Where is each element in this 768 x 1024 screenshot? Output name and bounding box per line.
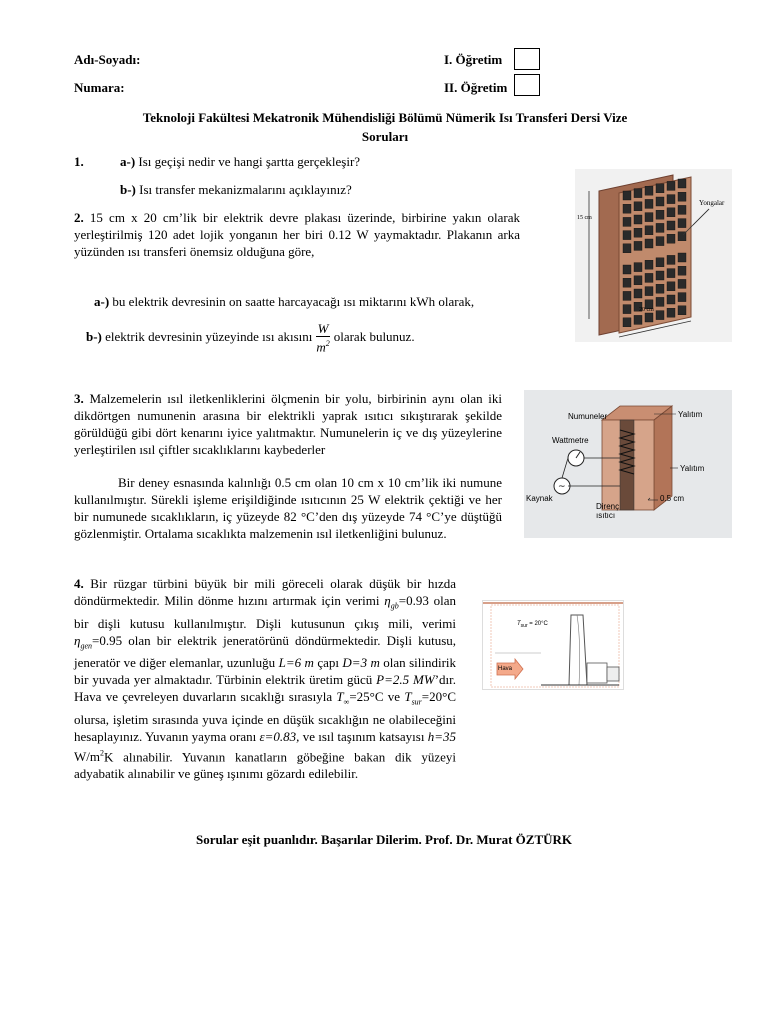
chip xyxy=(645,313,653,322)
q4-t-inf: $T_\infty$ xyxy=(336,689,350,707)
q2-body: 15 cm x 20 cm’lik bir elektrik devre plakası üzerinde, birbirine yakın olarak yerleştirilmiş 120 adet lojik yonganın her biri 0.12 W yaymaktadır. Plakanın arka yüzünden ısı transferi önemsiz olduğuna göre, xyxy=(74,210,521,259)
q4-s2: olan bir dişli kutusu kullanılmıştır. Dişli kutusunun çıkış mili, verimi xyxy=(74,593,457,631)
q4-t-sur-val: =20°C xyxy=(421,689,456,705)
chip xyxy=(623,305,631,314)
q4-t-sur: $T_{sur}$ xyxy=(404,689,422,707)
q3-text1 xyxy=(74,390,502,458)
q4-length: L=6 m xyxy=(278,655,314,671)
chip xyxy=(656,197,664,206)
chip xyxy=(634,228,642,237)
q3-text2: Bir deney esnasında kalınlığı 0.5 cm olan 10 cm x 10 cm’lik iki numune kullanılmıştır. Sürekli işleme erişildiğinde ısıtıcının 25 W elektrik çektiği ve her bir numunede sıcaklıkların, iç yüzeyde 82 °C’den dış yüzeyde 74 °C’ye düştüğü gözlenmiştir. Ortalama sıcaklıkta malzemenin ısıl iletkenliğini bulunuz. xyxy=(74,475,502,541)
chip xyxy=(667,255,675,264)
q1-b-label: b-) xyxy=(120,182,136,197)
name-label: Adı-Soyadı: xyxy=(74,52,141,67)
fig-label-20cm: 20 cm xyxy=(639,307,654,313)
chip xyxy=(623,265,631,274)
chip xyxy=(656,237,664,246)
fig-label-15cm: 15 cm xyxy=(577,215,592,221)
chip xyxy=(667,208,675,217)
chip xyxy=(634,289,642,298)
chip xyxy=(678,279,686,288)
q4-s7: ve xyxy=(387,689,401,705)
q2-circuit-board-figure xyxy=(575,169,732,342)
q1-b-text: Isı transfer mekanizmalarını açıklayınız? xyxy=(139,182,352,197)
q4-s1: Bir rüzgar türbini büyük bir mili göreceli olarak düşük bir hızda döndürmektedir. Milin dönme hızını artırmak için verimi xyxy=(74,576,457,608)
q4-t-inf-val: =25°C xyxy=(349,689,384,705)
chip xyxy=(623,318,631,327)
q2-flux-unit-fraction xyxy=(316,322,331,354)
q1-a-text: Isı geçişi nedir ve hangi şartta gerçekleşir? xyxy=(138,154,361,169)
fig-label-tsur: $T_{sur} = 20^\circ C$ xyxy=(517,621,548,630)
q4-wind-turbine-figure xyxy=(482,600,624,690)
fig-label-air: Hava xyxy=(498,666,513,672)
chip xyxy=(656,271,664,280)
chip xyxy=(656,297,664,306)
chip xyxy=(634,315,642,324)
chip xyxy=(623,244,631,253)
q2-b-text-pre: elektrik devresinin yüzeyinde ısı akısını xyxy=(105,329,313,345)
fig-label-chips: Yongalar xyxy=(699,199,725,207)
exam-title-line2: Soruları xyxy=(361,129,409,144)
svg-text:~: ~ xyxy=(558,482,566,492)
chip xyxy=(645,186,653,195)
number-label: Numara: xyxy=(74,80,125,95)
chip xyxy=(678,205,686,214)
chip xyxy=(667,195,675,204)
q1-a xyxy=(120,154,360,170)
q4-power: P=2.5 MW xyxy=(376,672,435,688)
chip xyxy=(634,263,642,272)
q4-number: 4. xyxy=(74,576,84,591)
q4-s11: K alınabilir. Yuvanın kanatların göbeğine bakan dik yüzeyi adyabatik alınabilir ve güneş ışınımı gözardı edilebilir. xyxy=(74,749,456,782)
q2-a-label: a-) xyxy=(94,294,110,309)
chip xyxy=(678,192,686,201)
chip xyxy=(656,184,664,193)
q1-number: 1. xyxy=(74,154,84,169)
chip xyxy=(623,217,631,226)
q2-frac-den: $m^2$ xyxy=(316,339,330,355)
chip xyxy=(645,213,653,222)
chip xyxy=(667,295,675,304)
chip xyxy=(645,226,653,235)
chip xyxy=(678,293,686,302)
chip xyxy=(656,311,664,320)
q4-s6: ’dır. Hava ve çevreleyen duvarların sıcaklığı sırasıyla xyxy=(74,672,457,705)
q4-unit: $W/m^2$ xyxy=(74,748,104,765)
exam-title-line1: Teknoloji Fakültesi Mekatronik Mühendisliği Bölümü Nümerik Isı Transferi Dersi Vize xyxy=(142,110,628,125)
q2-b-text-post: olarak bulunuz. xyxy=(333,329,415,345)
chip xyxy=(645,260,653,269)
edu2-label: II. Öğretim xyxy=(444,80,508,95)
footer-note: Sorular eşit puanlıdır. Başarılar Dilerim. Prof. Dr. Murat ÖZTÜRK xyxy=(195,832,573,847)
q4-s8: olursa, işletim sırasında yuva içinde en düşük sıcaklığın ne olabileceğini hesaplayınız. Yuvanın yayma oranı xyxy=(74,711,456,744)
chip xyxy=(678,219,686,228)
q2-number: 2. xyxy=(74,210,84,225)
edu2-checkbox[interactable] xyxy=(514,74,540,96)
chip xyxy=(678,306,686,315)
edu1-checkbox[interactable] xyxy=(514,48,540,70)
q4-s9: ve ısıl taşınım katsayısı xyxy=(302,728,425,744)
fig-label-insulation-top: Yalıtım xyxy=(678,410,703,419)
q4-s4: çapı xyxy=(317,655,339,671)
q4-diameter: D=3 m xyxy=(342,655,380,671)
q2-a xyxy=(74,293,530,310)
chip xyxy=(678,179,686,188)
chip xyxy=(634,189,642,198)
q3-thermal-conductivity-figure xyxy=(524,390,732,538)
chip xyxy=(656,284,664,293)
chip xyxy=(678,253,686,262)
q4-eta-gen-val: =0.95 xyxy=(92,632,123,648)
chip xyxy=(656,258,664,267)
chip xyxy=(634,215,642,224)
chip xyxy=(667,181,675,190)
chip xyxy=(667,282,675,291)
q4-eta-gen: $\eta_{gen}$ xyxy=(74,632,93,651)
q1-a-label: a-) xyxy=(120,154,136,169)
chip xyxy=(623,278,631,287)
chip xyxy=(667,269,675,278)
chip xyxy=(623,191,631,200)
chip xyxy=(667,221,675,230)
chip xyxy=(667,308,675,317)
fig-label-thickness: 0.5 cm xyxy=(660,494,685,503)
q2-text xyxy=(74,209,520,260)
fig-label-wattmeter: Wattmetre xyxy=(552,436,589,445)
chip xyxy=(656,223,664,232)
q4-emissivity: ε=0.83, xyxy=(259,728,300,744)
chip xyxy=(645,287,653,296)
exam-title xyxy=(74,108,696,146)
edu1-label: I. Öğretim xyxy=(444,52,503,67)
chip xyxy=(678,266,686,275)
chip xyxy=(645,273,653,282)
fig-label-insulation-right: Yalıtım xyxy=(680,464,705,473)
fig-label-source: Kaynak xyxy=(526,494,553,503)
fig-label-heater: Direnç ısıtıcı xyxy=(596,502,620,520)
chip xyxy=(634,202,642,211)
q2-frac-num: W xyxy=(317,321,329,336)
q2-figure-svg xyxy=(575,169,732,342)
chip xyxy=(656,210,664,219)
chip xyxy=(634,276,642,285)
chip xyxy=(645,199,653,208)
q2-b xyxy=(86,322,415,354)
q4-h-coefficient: h=35 xyxy=(427,728,457,744)
q4-eta-gb-val: =0.93 xyxy=(398,593,429,608)
q4-s5: olan silindirik bir yuvada yer almaktadır. Türbinin elektrik üretim gücü xyxy=(74,655,457,688)
q1-b xyxy=(120,182,352,198)
q4-figure-svg xyxy=(483,601,623,689)
fig-label-samples: Numuneler xyxy=(568,412,608,421)
q4-text xyxy=(74,575,456,782)
chip xyxy=(667,234,675,243)
q2-b-label: b-) xyxy=(86,329,102,345)
q4-s3: olan bir elektrik jeneratörünü döndürmektedir. Dişli kutusu, jeneratör ve diğer elemanlar, uzunluğu xyxy=(74,632,457,671)
chip xyxy=(634,241,642,250)
chip xyxy=(623,204,631,213)
q4-eta-gb: $\eta_{gb}$ xyxy=(384,593,399,611)
q2-a-text: bu elektrik devresinin on saatte harcayacağı ısı miktarını kWh olarak, xyxy=(112,294,475,309)
q3-body1: Malzemelerin ısıl iletkenliklerini ölçmenin bir yolu, birbirinin aynı olan iki dikdörtgen numunenin arasına bir elektrikli yaprak ısıtıcı sıkıştırarak şekilde görüldüğü gibi dört kenarını iyice yalıtmaktır. Numunelerin iç ve dış yüzeylerine yerleştirilen ısıl çiftler sıcaklıklarını kaybederler xyxy=(74,391,502,457)
q3-number: 3. xyxy=(74,391,84,406)
chip xyxy=(623,291,631,300)
chip xyxy=(623,231,631,240)
chip xyxy=(645,239,653,248)
